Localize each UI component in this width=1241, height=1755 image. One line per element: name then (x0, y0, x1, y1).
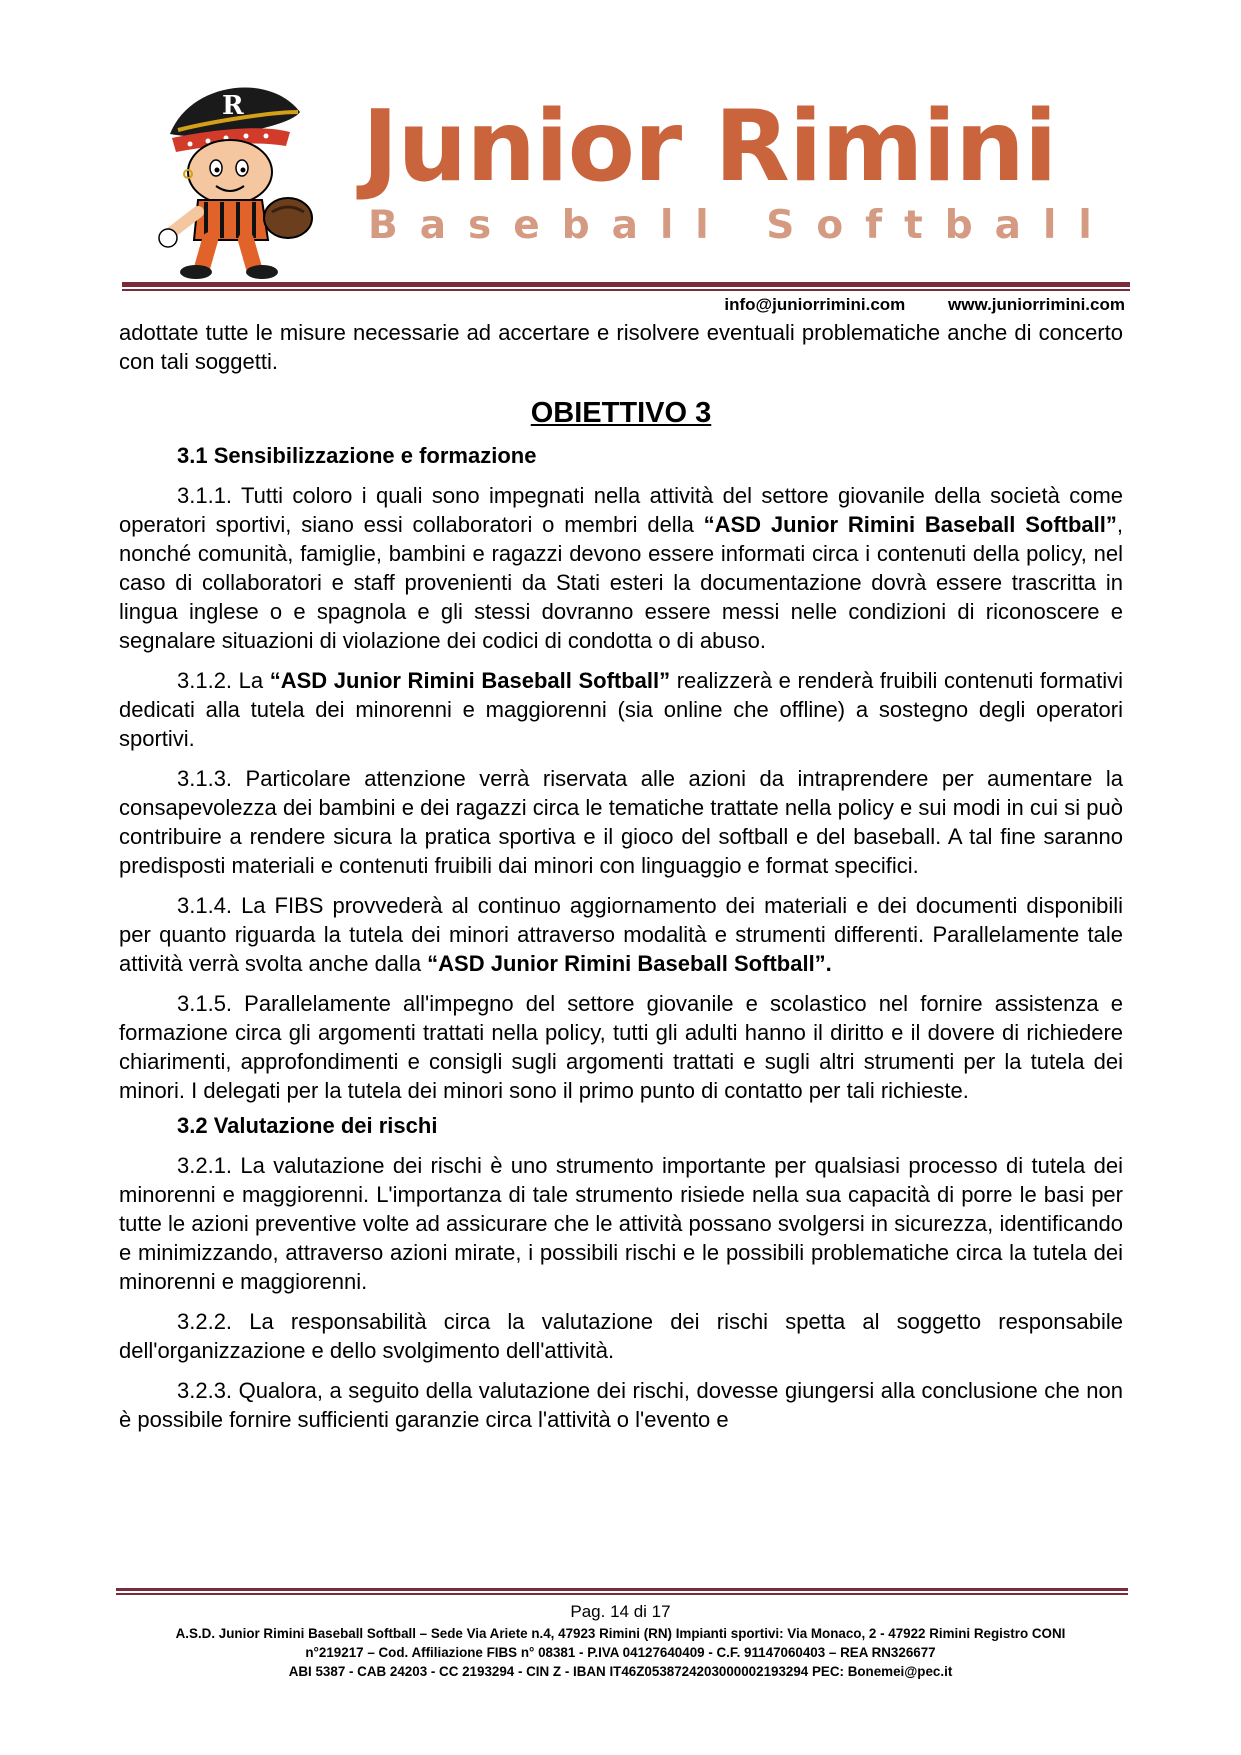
page-number: Pag. 14 di 17 (570, 1602, 671, 1621)
paragraph-3-1-5: 3.1.5. Parallelamente all'impegno del settore giovanile e scolastico nel fornire assistenza e formazione circa gli argomenti trattati nella policy, tutti gli adulti hanno il diritto e il dovere di richiedere chiarimenti, approfondimenti e consigli sugli argomenti trattati e sugli altri strumenti per la tutela dei minori. I delegati per la tutela dei minori sono il primo punto di contatto per tali richieste. (119, 991, 1123, 1103)
legal-line: A.S.D. Junior Rimini Baseball Softball – Sede Via Ariete n.4, 47923 Rimini (RN) Impianti sportivi: Via Monaco, 2 - 47922 Rimini Registro CONI (175, 1626, 1066, 1641)
subsection-title: 3.1 Sensibilizzazione e formazione (177, 443, 537, 468)
brand-subtitle: Baseball Softball (368, 203, 1114, 248)
website-link[interactable]: www.juniorrimini.com (948, 295, 1125, 314)
pirate-mascot-logo (150, 72, 330, 282)
document-body (119, 318, 1123, 1434)
header-divider (122, 282, 1130, 287)
legal-line: n°219217 – Cod. Affiliazione FIBS n° 08381 - P.IVA 04127640409 - C.F. 91147060403 – REA RN326677 (305, 1645, 936, 1660)
paragraph-3-1-2: 3.1.2. La “ASD Junior Rimini Baseball Softball” realizzerà e renderà fruibili contenuti formativi dedicati alla tutela dei minorenni e maggiorenni (sia online che offline) a sostegno degli operatori sportivi. (119, 668, 1123, 751)
paragraph-3-2-3: 3.2.3. Qualora, a seguito della valutazione dei rischi, dovesse giungersi alla conclusione che non è possibile fornire sufficienti garanzie circa l'attività o l'evento e (119, 1378, 1123, 1432)
paragraph-3-1-3: 3.1.3. Particolare attenzione verrà riservata alle azioni da intraprendere per aumentare la consapevolezza dei bambini e dei ragazzi circa le tematiche trattate nella policy e sui modi in cui si può contribuire a rendere sicura la pratica sportiva e il gioco del softball e del baseball. A tal fine saranno predisposti materiali e contenuti fruibili dai minori con linguaggio e format specifici. (119, 766, 1123, 878)
paragraph-3-2-1: 3.2.1. La valutazione dei rischi è uno strumento importante per qualsiasi processo di tutela dei minorenni e maggiorenni. L'importanza di tale strumento risiede nella sua capacità di porre le basi per tutte le azioni preventive volte ad assicurare che le attività possano svolgersi in sicurezza, identificando e minimizzando, attraverso azioni mirate, i possibili rischi e le possibili problematiche circa la tutela dei minorenni e maggiorenni. (119, 1153, 1123, 1294)
paragraph-3-1-4: 3.1.4. La FIBS provvederà al continuo aggiornamento dei materiali e dei documenti disponibili per quanto riguarda la tutela dei minori attraverso modalità e strumenti differenti. Parallelamente tale attività verrà svolta anche dalla “ASD Junior Rimini Baseball Softball”. (119, 893, 1123, 976)
paragraph-3-2-2: 3.2.2. La responsabilità circa la valutazione dei rischi spetta al soggetto responsabile dell'organizzazione e dello svolgimento dell'attività. (119, 1309, 1123, 1363)
intro-paragraph: adottate tutte le misure necessarie ad accertare e risolvere eventuali problematiche anche di concerto con tali soggetti. (119, 320, 1123, 374)
svg-text:R: R (222, 91, 244, 121)
email-link[interactable]: info@juniorrimini.com (724, 295, 906, 314)
letterhead (0, 0, 1241, 320)
footer-divider-thin (116, 1593, 1128, 1595)
subsection-title: 3.2 Valutazione dei rischi (177, 1113, 438, 1138)
paragraph-3-1-1: 3.1.1. Tutti coloro i quali sono impegnati nella attività del settore giovanile della società come operatori sportivi, siano essi collaboratori o membri della “ASD Junior Rimini Baseball Softball”, nonché comunità, famiglie, bambini e ragazzi devono essere informati circa i contenuti della policy, nel caso di collaboratori e staff provenienti da Stati esteri la documentazione dovrà essere trascritta in lingua inglese o e spagnola e gli stessi dovranno essere messi nelle condizioni di riconoscere e segnalare situazioni di violazione dei codici di condotta o di abuso. (119, 483, 1123, 653)
header-contacts (686, 295, 1125, 315)
header-divider-thin (122, 289, 1130, 291)
footer-divider (116, 1588, 1128, 1591)
page-footer (0, 1600, 1241, 1681)
legal-line: ABI 5387 - CAB 24203 - CC 2193294 - CIN Z - IBAN IT46Z0538724203000002193294 PEC: Bonemei@pec.it (288, 1664, 953, 1679)
brand-title: Junior Rimini (362, 90, 1057, 204)
section-heading: OBIETTIVO 3 (530, 397, 712, 429)
